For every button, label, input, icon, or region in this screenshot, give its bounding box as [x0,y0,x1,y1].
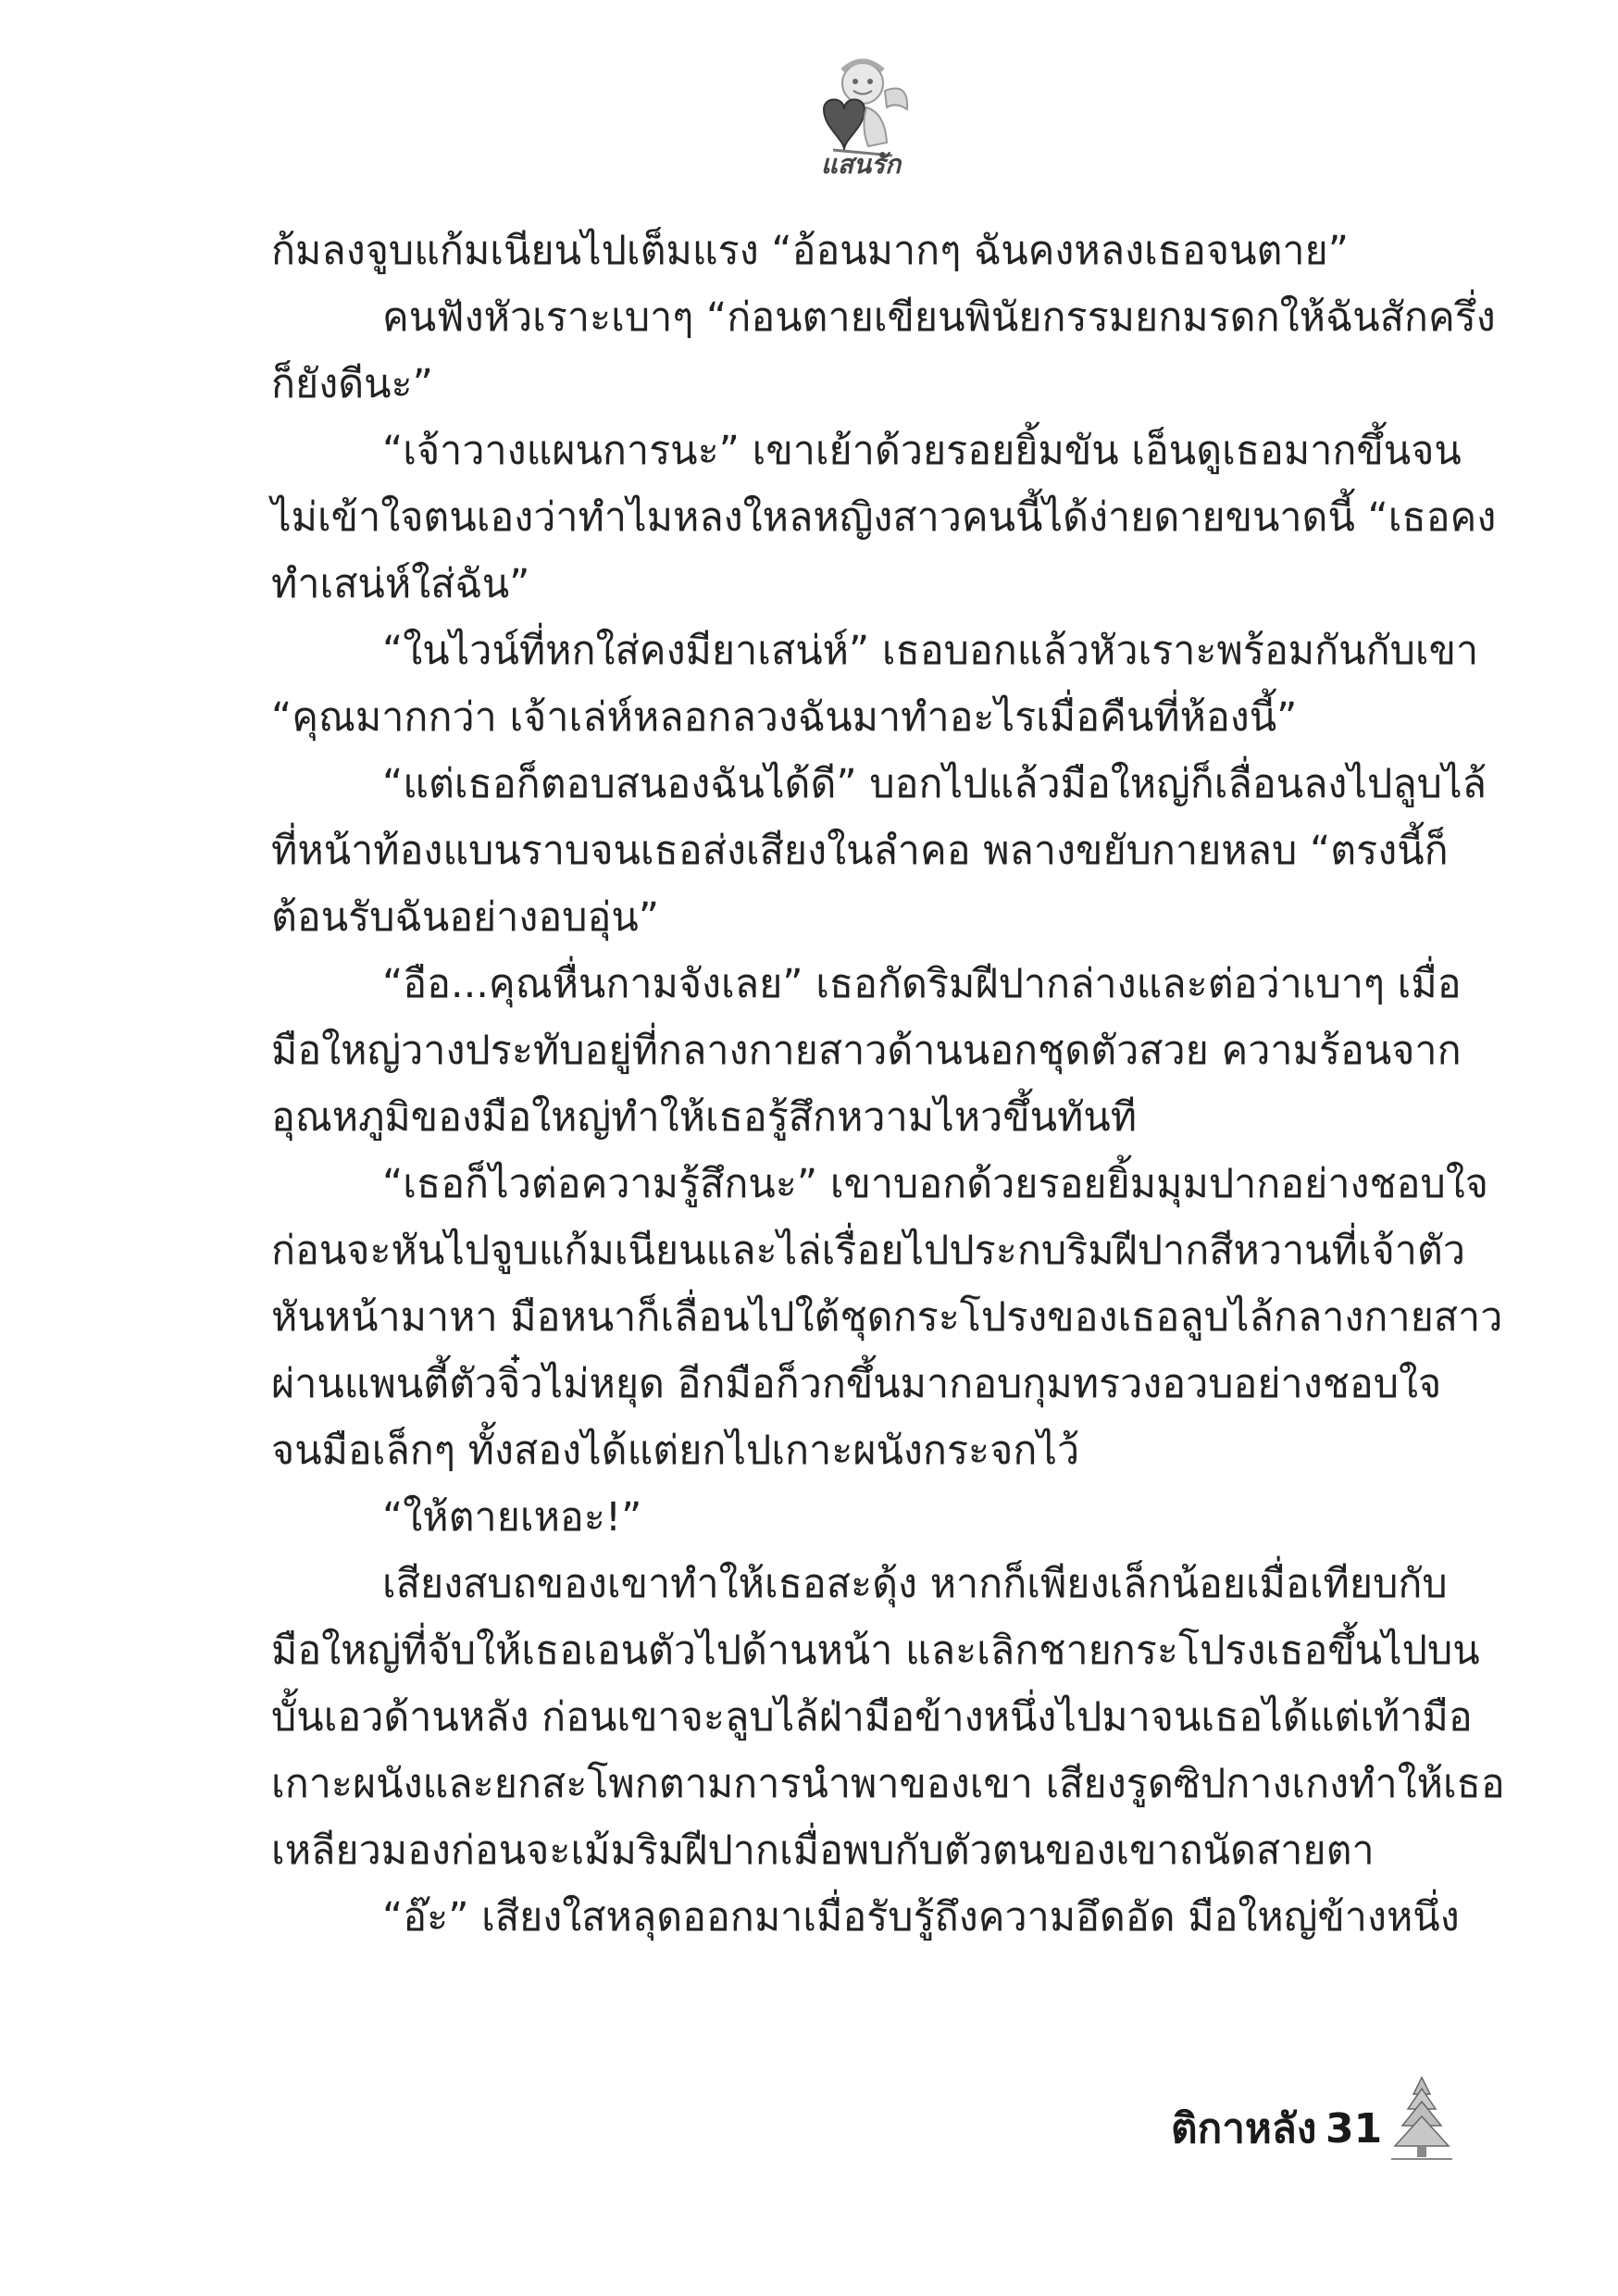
text-line: บั้นเอวด้านหลัง ก่อนเขาจะลูบไล้ฝ่ามือข้างหนึ่งไปมาจนเธอได้แต่เท้ามือ [271,1694,1473,1741]
text-line: “เจ้าวางแผนการนะ” เขาเย้าด้วยรอยยิ้มขัน เอ็นดูเธอมากขึ้นจน [382,428,1462,474]
text-line: มือใหญ่วางประทับอยู่ที่กลางกายสาวด้านนอกชุดตัวสวย ความร้อนจาก [271,1028,1462,1074]
text-line: ทำเสน่ห์ใส่ฉัน” [271,561,530,607]
text-line: “ในไวน์ที่หกใส่คงมียาเสน่ห์” เธอบอกแล้วหัวเราะพร้อมกันกับเขา [382,628,1479,674]
book-title: ติกาหลัง [1171,2105,1317,2152]
publisher-logo [796,54,926,183]
text-line: ก้มลงจูบแก้มเนียนไปเต็มแรง “อ้อนมากๆ ฉันคงหลงเธอจนตาย” [271,228,1350,274]
text-line: “แต่เธอก็ตอบสนองฉันได้ดี” บอกไปแล้วมือใหญ่ก็เลื่อนลงไปลูบไล้ [382,761,1487,807]
christmas-tree-icon [1386,2074,1458,2166]
text-line: มือใหญ่ที่จับให้เธอเอนตัวไปด้านหน้า และเลิกชายกระโปรงเธอขึ้นไปบน [271,1628,1480,1674]
text-line: ต้อนรับฉันอย่างอบอุ่น” [271,894,659,941]
text-line: ไม่เข้าใจตนเองว่าทำไมหลงใหลหญิงสาวคนนี้ได้ง่ายดายขนาดนี้ “เธอคง [271,494,1497,541]
page-number: 31 [1326,2105,1383,2152]
text-line: ผ่านแพนตี้ตัวจิ๋วไม่หยุด อีกมือก็วกขึ้นมากอบกุมทรวงอวบอย่างชอบใจ [271,1361,1442,1407]
text-line: “คุณมากกว่า เจ้าเล่ห์หลอกลวงฉันมาทำอะไรเมื่อคืนที่ห้องนี้” [271,694,1298,741]
text-line: คนฟังหัวเราะเบาๆ “ก่อนตายเขียนพินัยกรรมยกมรดกให้ฉันสักครึ่ง [382,294,1496,341]
text-line: ก่อนจะหันไปจูบแก้มเนียนและไล่เรื่อยไปประกบริมฝีปากสีหวานที่เจ้าตัว [271,1228,1465,1274]
text-line: “อือ...คุณหื่นกามจังเลย” เธอกัดริมฝีปากล่างและต่อว่าเบาๆ เมื่อ [382,961,1462,1007]
text-line: “อ๊ะ” เสียงใสหลุดออกมาเมื่อรับรู้ถึงความอึดอัด มือใหญ่ข้างหนึ่ง [382,1894,1460,1940]
text-line: เสียงสบถของเขาทำให้เธอสะดุ้ง หากก็เพียงเล็กน้อยเมื่อเทียบกับ [382,1561,1448,1607]
text-line: เหลียวมองก่อนจะเม้มริมฝีปากเมื่อพบกับตัวตนของเขาถนัดสายตา [271,1828,1375,1874]
text-line: จนมือเล็กๆ ทั้งสองได้แต่ยกไปเกาะผนังกระจกไว้ [271,1428,1080,1474]
page-footer [0,2074,1618,2185]
logo-text: แสนรัก [820,149,902,180]
text-line: ที่หน้าท้องแบนราบจนเธอส่งเสียงในลำคอ พลางขยับกายหลบ “ตรงนี้ก็ [271,828,1449,874]
text-line: เกาะผนังและยกสะโพกตามการนำพาของเขา เสียงรูดซิปกางเกงทำให้เธอ [271,1761,1505,1807]
text-line: หันหน้ามาหา มือหนาก็เลื่อนไปใต้ชุดกระโปรงของเธอลูบไล้กลางกายสาว [271,1294,1503,1341]
text-line: “เธอก็ไวต่อความรู้สึกนะ” เขาบอกด้วยรอยยิ้มมุมปากอย่างชอบใจ [382,1161,1488,1207]
text-line: อุณหภูมิของมือใหญ่ทำให้เธอรู้สึกหวามไหวขึ้นทันที [271,1094,1138,1141]
text-line: “ให้ตายเหอะ!” [382,1494,642,1541]
text-line: ก็ยังดีนะ” [271,361,433,407]
